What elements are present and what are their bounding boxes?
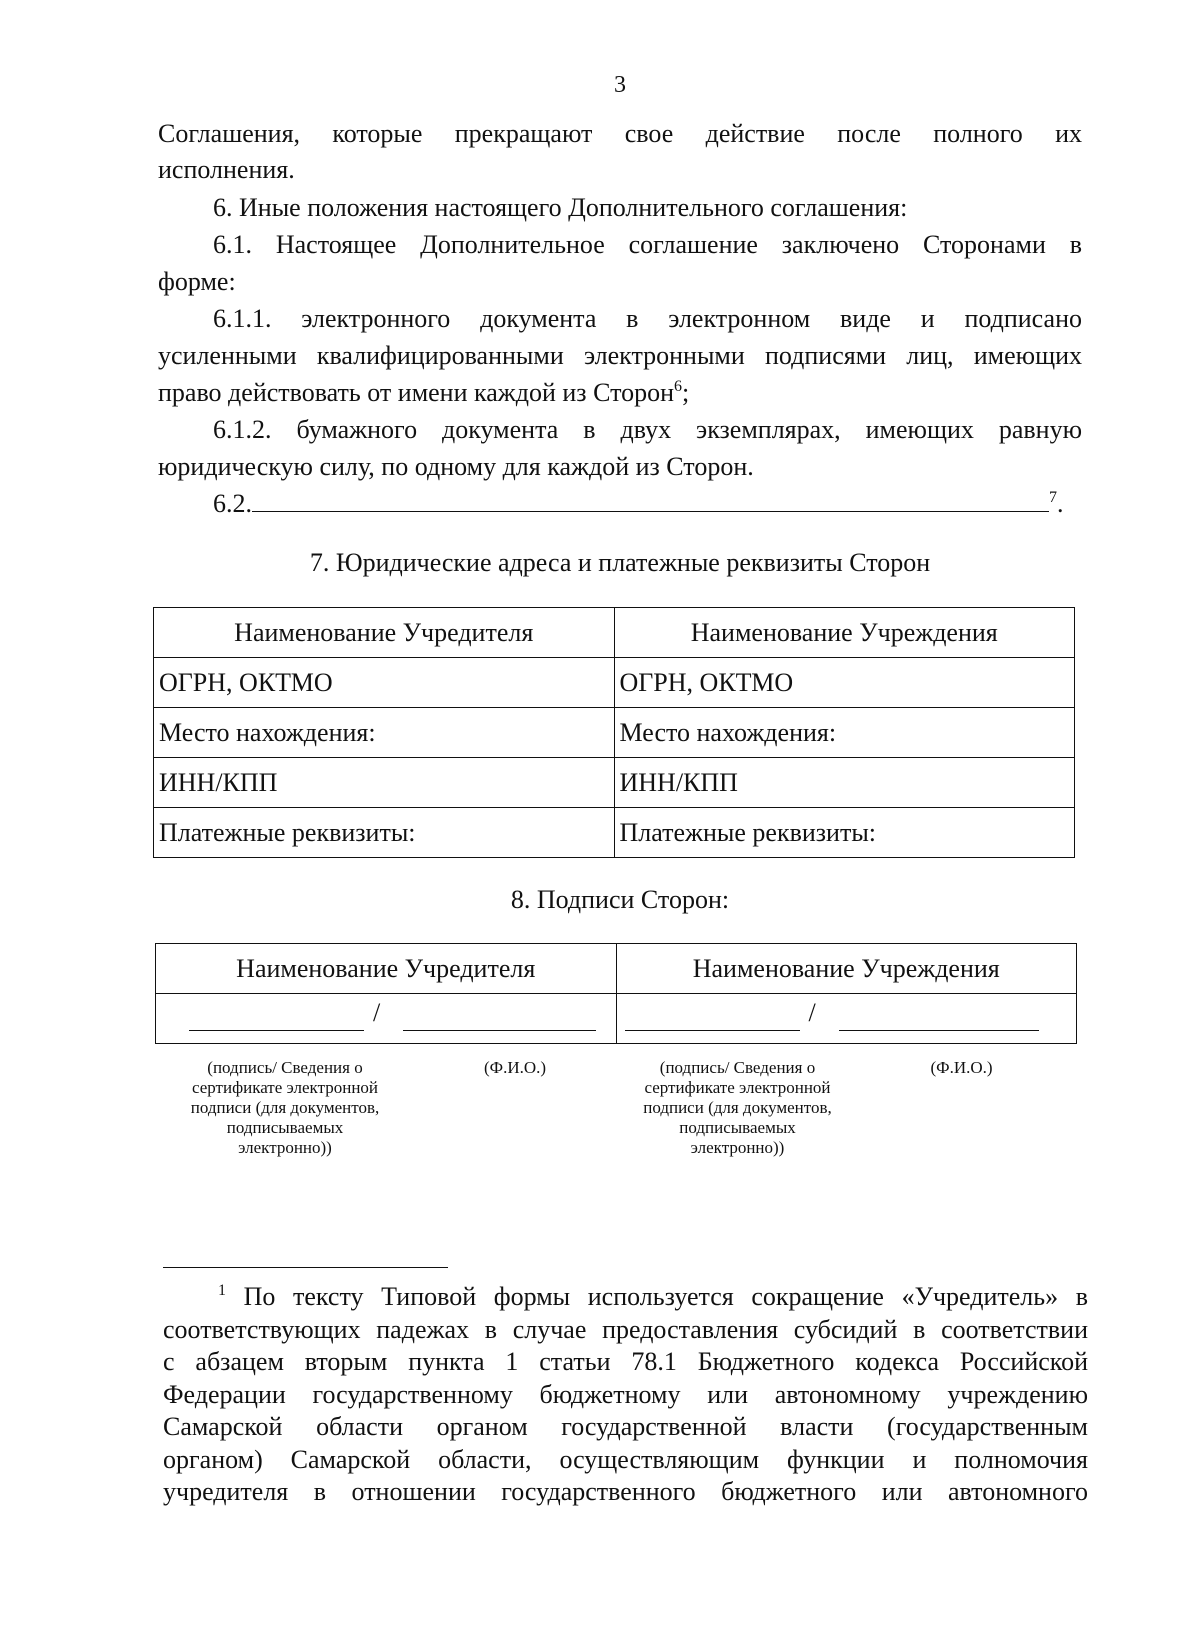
table-cell: Место нахождения: xyxy=(154,708,615,758)
paragraph-6-2-end: . xyxy=(1057,489,1064,518)
fio-caption: (Ф.И.О.) xyxy=(484,1058,547,1077)
section-7-title: 7. Юридические адреса и платежные реквизиты Сторон xyxy=(309,548,931,577)
footnote-text: По тексту Типовой формы используется сокращение «Учредитель» в xyxy=(243,1282,1089,1311)
signature-caption-line: сертификате электронной xyxy=(191,1078,379,1097)
requisites-header-founder: Наименование Учредителя xyxy=(154,608,615,658)
signature-line xyxy=(189,1030,364,1031)
table-cell: Платежные реквизиты: xyxy=(154,808,615,858)
signatures-header-institution: Наименование Учреждения xyxy=(616,944,1077,994)
requisites-table xyxy=(153,607,1075,858)
signature-caption xyxy=(623,1058,853,1158)
paragraph-6-1-1-text: право действовать от имени каждой из Сторон xyxy=(158,378,675,407)
footnote-line: органом) Самарской области, осуществляющим функции и полномочия xyxy=(163,1444,1088,1474)
table-row xyxy=(154,608,1075,658)
table-cell: Платежные реквизиты: xyxy=(614,808,1075,858)
footnote-line: учредителя в отношении государственного бюджетного или автономного xyxy=(163,1477,1088,1506)
paragraph-6-1-1-line-2: усиленными квалифицированными электронными подписями лиц, имеющих xyxy=(158,341,1082,370)
signatures-header-founder: Наименование Учредителя xyxy=(156,944,617,994)
footnote-1 xyxy=(163,1281,1088,1509)
paragraph-6-1-1-line-3 xyxy=(158,375,1082,412)
name-line xyxy=(839,1030,1039,1031)
fio-caption: (Ф.И.О.) xyxy=(930,1058,993,1077)
paragraph-6-1-1-end: ; xyxy=(682,378,690,407)
footnote-line: с абзацем вторым пункта 1 статьи 78.1 Бюджетного кодекса Российской xyxy=(163,1347,1088,1376)
footnote-line xyxy=(163,1281,1088,1314)
signature-cell-founder xyxy=(156,994,617,1157)
paragraph-6-1-line-2: форме: xyxy=(158,267,236,296)
paragraph-6-1-2-line-1: 6.1.2. бумажного документа в двух экземплярах, имеющих равную xyxy=(213,415,1082,444)
table-row xyxy=(154,758,1075,808)
signature-slash: / xyxy=(373,998,381,1027)
footnote-line: Федерации государственному бюджетному или автономному учреждению xyxy=(163,1379,1088,1409)
table-cell: ОГРН, ОКТМО xyxy=(154,658,615,708)
footnote-line: Самарской области органом государственной власти (государственным xyxy=(163,1412,1088,1441)
section-8-title: 8. Подписи Сторон: xyxy=(510,885,730,914)
signatures-table xyxy=(155,943,1077,1157)
table-cell: ОГРН, ОКТМО xyxy=(614,658,1075,708)
signature-caption-line: сертификате электронной xyxy=(644,1078,831,1097)
signature-caption-line: электронно)) xyxy=(238,1138,332,1157)
signature-caption-line: подписываемых xyxy=(226,1118,344,1137)
signature-caption-line: подписываемых xyxy=(679,1118,796,1137)
paragraph-6-1-1-line-1: 6.1.1. электронного документа в электронном виде и подписано xyxy=(213,304,1082,333)
footnote-line: соответствующих падежах в случае предоставления субсидий в соответствии xyxy=(163,1314,1088,1344)
table-cell: ИНН/КПП xyxy=(154,758,615,808)
signature-line xyxy=(625,1030,800,1031)
table-row xyxy=(156,944,1077,994)
table-row xyxy=(156,994,1077,1044)
table-row xyxy=(154,808,1075,858)
signature-caption-line: подписи (для документов, xyxy=(643,1098,832,1117)
table-row xyxy=(154,658,1075,708)
paragraph-6: 6. Иные положения настоящего Дополнительного соглашения: xyxy=(213,193,908,222)
paragraph-6-2-blank xyxy=(252,489,1049,512)
paragraph-6-1-line-1: 6.1. Настоящее Дополнительное соглашение заключено Сторонами в xyxy=(213,230,1082,259)
signature-caption xyxy=(170,1058,400,1158)
signature-caption-line: (подпись/ Сведения о xyxy=(659,1058,816,1077)
signature-caption-line: электронно)) xyxy=(690,1138,785,1157)
signature-caption-line: подписи (для документов, xyxy=(190,1098,380,1117)
paragraph-6-2 xyxy=(158,486,1082,523)
footnote-ref-6: 6 xyxy=(674,378,683,395)
signature-caption-line: (подпись/ Сведения о xyxy=(207,1058,363,1077)
paragraph-intro-line-2: исполнения. xyxy=(158,155,295,184)
requisites-header-institution: Наименование Учреждения xyxy=(614,608,1075,658)
paragraph-6-2-label: 6.2. xyxy=(213,489,252,518)
page-number: 3 xyxy=(614,72,626,98)
signature-cell-institution xyxy=(616,994,1077,1157)
table-cell: ИНН/КПП xyxy=(614,758,1075,808)
footnote-ref-7: 7 xyxy=(1049,489,1057,506)
table-row xyxy=(154,708,1075,758)
footnote-separator xyxy=(163,1267,448,1268)
footnote-mark: 1 xyxy=(218,1282,226,1299)
paragraph-intro-line-1: Соглашения, которые прекращают свое действие после полного их xyxy=(158,119,1082,148)
name-line xyxy=(403,1030,596,1031)
signature-slash: / xyxy=(808,998,816,1027)
paragraph-6-1-2-line-2: юридическую силу, по одному для каждой из Сторон. xyxy=(158,452,754,481)
table-cell: Место нахождения: xyxy=(614,708,1075,758)
